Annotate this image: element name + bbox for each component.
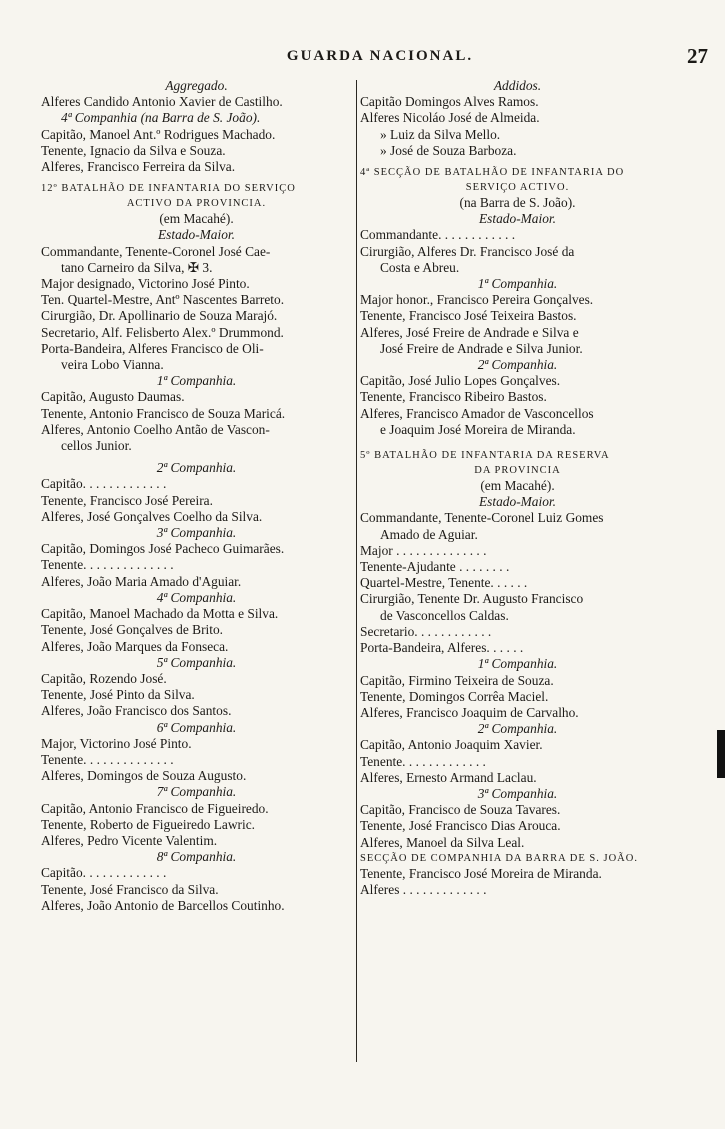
- section-heading: 4ª SECÇÃO DE BATALHÃO DE INFANTARIA DO: [360, 167, 625, 179]
- entry-line: Tenente, José Francisco Dias Arouca.: [360, 818, 561, 834]
- entry-line: de Vasconcellos Caldas.: [380, 607, 509, 623]
- entry-line: Alferes, João Antonio de Barcellos Coutinho.: [41, 897, 285, 913]
- entry-line: Alferes, José Gonçalves Coelho da Silva.: [41, 508, 263, 524]
- section-subheading: 1ª Companhia.: [477, 276, 558, 292]
- entry-line: Capitão Domingos Alves Ramos.: [360, 94, 539, 110]
- entry-line: Tenente. . . . . . . . . . . . .: [360, 753, 486, 769]
- page-title: GUARDA NACIONAL.: [286, 48, 474, 64]
- entry-line: Alferes, Antonio Coelho Antão de Vascon-: [41, 421, 270, 437]
- entry-line: Secretario, Alf. Felisberto Alex.º Drummond.: [41, 324, 284, 340]
- entry-line: » Luiz da Silva Mello.: [380, 126, 501, 142]
- entry-line: Tenente, Francisco José Teixeira Bastos.: [360, 308, 577, 324]
- section-subheading: 6ª Companhia.: [156, 719, 237, 735]
- entry-line: Capitão, Domingos José Pacheco Guimarães.: [41, 541, 285, 557]
- entry-line: (em Macahé).: [159, 211, 234, 227]
- ink-blot: [717, 730, 725, 778]
- entry-line: Major . . . . . . . . . . . . . .: [360, 542, 487, 558]
- section-subheading: 5ª Companhia.: [156, 654, 237, 670]
- entry-line: veira Lobo Vianna.: [61, 357, 164, 373]
- entry-line: Capitão, Manoel Machado da Motta e Silva.: [41, 606, 279, 622]
- section-subheading: 1ª Companhia.: [156, 373, 237, 389]
- entry-line: Major honor., Francisco Pereira Gonçalves.: [360, 292, 594, 308]
- entry-line: Capitão, Manoel Ant.º Rodrigues Machado.: [41, 126, 276, 142]
- entry-line: Alferes, Pedro Vicente Valentim.: [41, 832, 218, 848]
- section-subheading: 2ª Companhia.: [477, 357, 558, 373]
- entry-line: Alferes, Francisco Ferreira da Silva.: [41, 159, 236, 175]
- column-divider: [356, 80, 357, 1062]
- section-subheading: 2ª Companhia.: [477, 721, 558, 737]
- entry-line: Capitão, Rozendo José.: [41, 670, 167, 686]
- entry-line: Tenente. . . . . . . . . . . . . .: [41, 751, 174, 767]
- entry-line: Capitão, Antonio Francisco de Figueiredo.: [41, 800, 269, 816]
- entry-line: Secretario. . . . . . . . . . . .: [360, 623, 492, 639]
- entry-line: cellos Junior.: [61, 438, 132, 454]
- spacer: [360, 438, 675, 448]
- section-subheading: 8ª Companhia.: [156, 849, 237, 865]
- entry-line: Alferes, Ernesto Armand Laclau.: [360, 769, 537, 785]
- entry-line: (em Macahé).: [480, 478, 555, 494]
- entry-line: Tenente, Francisco Ribeiro Bastos.: [360, 389, 547, 405]
- entry-line: Cirurgião, Tenente Dr. Augusto Francisco: [360, 591, 584, 607]
- entry-line: Alferes, João Francisco dos Santos.: [41, 703, 232, 719]
- entry-line: Tenente, Francisco José Moreira de Miranda.: [360, 865, 602, 881]
- entry-line: Quartel-Mestre, Tenente. . . . . .: [360, 575, 528, 591]
- entry-line: Cirurgião, Alferes Dr. Francisco José da: [360, 243, 575, 259]
- entry-line: (na Barra de S. João).: [459, 195, 576, 211]
- section-heading: SECÇÃO DE COMPANHIA DA BARRA DE S. JOÃO.: [360, 852, 638, 864]
- section-subheading: Estado-Maior.: [479, 211, 556, 227]
- entry-line: Tenente, Ignacio da Silva e Souza.: [41, 142, 226, 158]
- entry-line: Alferes, João Marques da Fonseca.: [41, 638, 229, 654]
- section-heading: 12º BATALHÃO DE INFANTARIA DO SERVIÇO: [41, 183, 296, 195]
- entry-line: Tenente. . . . . . . . . . . . . .: [41, 557, 174, 573]
- entry-line: Tenente, Francisco José Pereira.: [41, 492, 213, 508]
- entry-line: Capitão, Francisco de Souza Tavares.: [360, 802, 561, 818]
- section-heading: SERVIÇO ACTIVO.: [465, 182, 570, 194]
- entry-line: tano Carneiro da Silva, ✠ 3.: [61, 259, 213, 275]
- section-subheading: 3ª Companhia.: [477, 785, 558, 801]
- entry-line: Porta-Bandeira, Alferes Francisco de Oli-: [41, 340, 264, 356]
- section-subheading: Addidos.: [493, 78, 542, 93]
- entry-line: Tenente, Domingos Corrêa Maciel.: [360, 688, 549, 704]
- entry-line: Capitão, Augusto Daumas.: [41, 389, 185, 405]
- section-heading: DA PROVINCIA: [474, 465, 561, 477]
- entry-line: Major designado, Victorino José Pinto.: [41, 276, 250, 292]
- entry-line: » José de Souza Barboza.: [380, 142, 517, 158]
- entry-line: Alferes, Domingos de Souza Augusto.: [41, 768, 247, 784]
- entry-line: Major, Victorino José Pinto.: [41, 735, 192, 751]
- entry-line: Tenente, José Francisco da Silva.: [41, 881, 219, 897]
- entry-line: Alferes Nicoláo José de Almeida.: [360, 110, 540, 126]
- entry-line: Capitão, José Julio Lopes Gonçalves.: [360, 373, 561, 389]
- section-subheading: Estado-Maior.: [479, 494, 556, 510]
- right-column: [360, 78, 675, 898]
- entry-line: Alferes . . . . . . . . . . . . .: [360, 881, 487, 897]
- section-subheading: 1ª Companhia.: [477, 656, 558, 672]
- entry-line: Ten. Quartel-Mestre, Antº Nascentes Barreto.: [41, 292, 285, 308]
- entry-line: Commandante, Tenente-Coronel Luiz Gomes: [360, 510, 604, 526]
- entry-line: Capitão, Firmino Teixeira de Souza.: [360, 672, 554, 688]
- section-subheading: Aggregado.: [165, 78, 228, 93]
- entry-line: Alferes, João Maria Amado d'Aguiar.: [41, 573, 242, 589]
- entry-line: Cirurgião, Dr. Apollinario de Souza Marajó.: [41, 308, 278, 324]
- entry-line: José Freire de Andrade e Silva Junior.: [380, 340, 583, 356]
- entry-line: Tenente, José Pinto da Silva.: [41, 687, 195, 703]
- left-column: [41, 78, 352, 914]
- entry-line: Commandante. . . . . . . . . . . .: [360, 227, 516, 243]
- entry-line: Alferes, Francisco Amador de Vasconcellos: [360, 405, 594, 421]
- entry-line: Capitão. . . . . . . . . . . . .: [41, 865, 167, 881]
- entry-line: Capitão. . . . . . . . . . . . .: [41, 476, 167, 492]
- entry-line: Capitão, Antonio Joaquim Xavier.: [360, 737, 543, 753]
- section-subheading: 3ª Companhia.: [156, 525, 237, 541]
- section-heading: ACTIVO DA PROVINCIA.: [126, 198, 267, 210]
- entry-line: Alferes Candido Antonio Xavier de Castilho.: [41, 94, 283, 110]
- section-heading: 5º BATALHÃO DE INFANTARIA DA RESERVA: [360, 450, 610, 462]
- page-header: [40, 42, 720, 72]
- entry-line: Alferes, José Freire de Andrade e Silva e: [360, 324, 579, 340]
- section-subheading: 4ª Companhia (na Barra de S. João).: [61, 110, 261, 126]
- section-subheading: 4ª Companhia.: [156, 589, 237, 605]
- entry-line: Commandante, Tenente-Coronel José Cae-: [41, 243, 271, 259]
- entry-line: Amado de Aguiar.: [380, 526, 478, 542]
- entry-line: Alferes, Manoel da Silva Leal.: [360, 834, 525, 850]
- entry-line: Tenente, Antonio Francisco de Souza Maricá.: [41, 405, 286, 421]
- entry-line: Porta-Bandeira, Alferes. . . . . .: [360, 640, 524, 656]
- page-number: 27: [687, 44, 708, 68]
- entry-line: Tenente, José Gonçalves de Brito.: [41, 622, 224, 638]
- entry-line: Tenente-Ajudante . . . . . . . .: [360, 559, 510, 575]
- section-subheading: Estado-Maior.: [158, 227, 235, 243]
- entry-line: Alferes, Francisco Joaquim de Carvalho.: [360, 704, 579, 720]
- section-subheading: 7ª Companhia.: [156, 784, 237, 800]
- entry-line: Tenente, Roberto de Figueiredo Lawric.: [41, 816, 255, 832]
- section-subheading: 2ª Companhia.: [156, 460, 237, 476]
- entry-line: e Joaquim José Moreira de Miranda.: [380, 421, 576, 437]
- entry-line: Costa e Abreu.: [380, 259, 460, 275]
